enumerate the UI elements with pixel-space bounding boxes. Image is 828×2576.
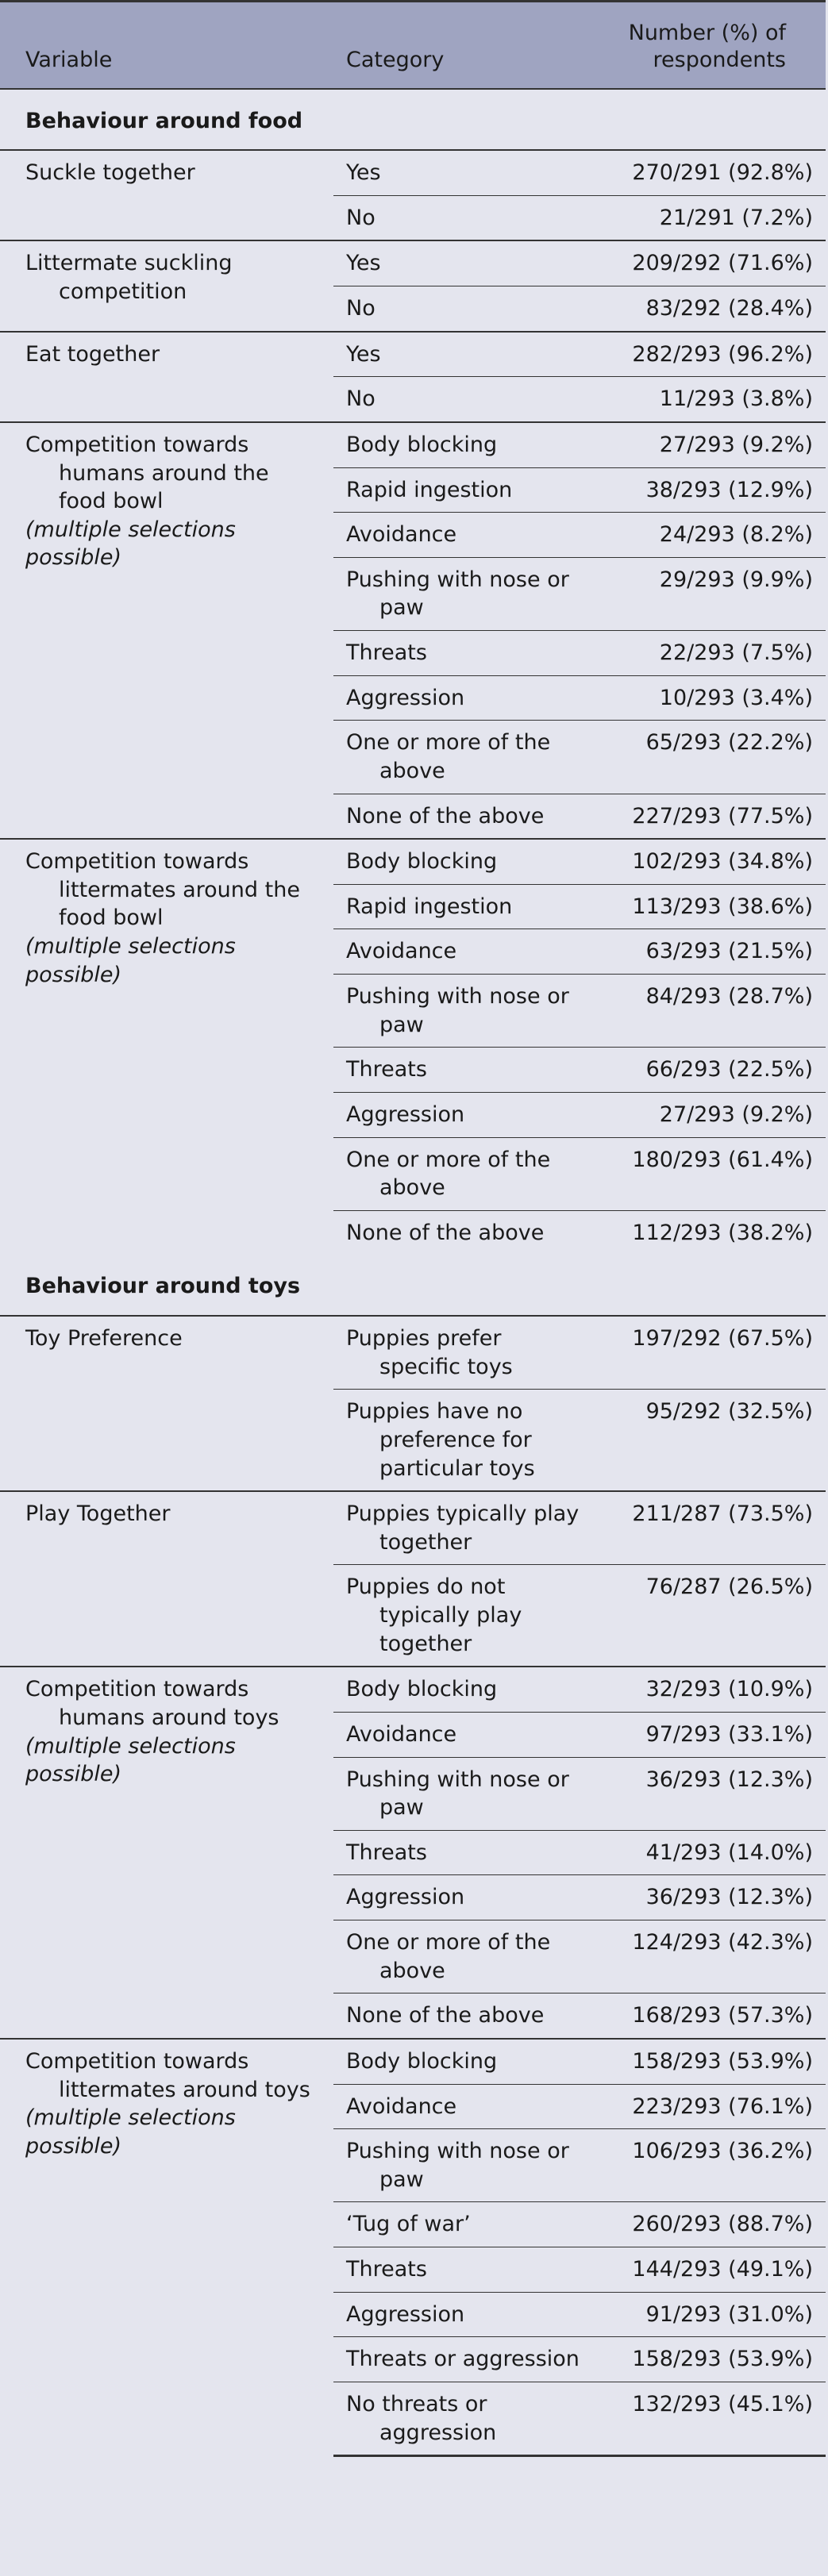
- variable-cell: [0, 1491, 333, 1667]
- category-cell: [333, 839, 595, 884]
- category-label: Body blocking: [346, 432, 498, 457]
- category-label: Threats: [346, 640, 427, 665]
- category-label: Body blocking: [346, 1677, 498, 1702]
- category-cell: [333, 2202, 595, 2247]
- section-row: [0, 89, 826, 151]
- category-cell: [333, 2129, 595, 2202]
- respondents-value: 76/287 (26.5%): [595, 1565, 826, 1667]
- category-label: Yes: [346, 341, 381, 367]
- respondents-value: 32/293 (10.9%): [595, 1667, 826, 1712]
- variable-cell: [0, 240, 333, 331]
- variable-label: Littermate suckling competition: [25, 251, 233, 304]
- table-row: [0, 1316, 826, 1390]
- respondents-value: 102/293 (34.8%): [595, 839, 826, 884]
- category-cell: [333, 1830, 595, 1875]
- category-cell: [333, 513, 595, 558]
- category-label: Threats: [346, 1840, 427, 1865]
- category-cell: [333, 1565, 595, 1667]
- respondents-value: 197/292 (67.5%): [632, 1326, 813, 1351]
- variable-note: (multiple selections possible): [25, 517, 236, 571]
- column-header-number-line1: Number (%) of: [628, 21, 786, 45]
- respondents-value: 66/293 (22.5%): [595, 1048, 826, 1093]
- category-cell: [333, 675, 595, 721]
- category-label: Aggression: [346, 685, 465, 710]
- category-label: Threats or aggression: [346, 2347, 580, 2372]
- section-title: Behaviour around food: [0, 89, 826, 151]
- table-row: [0, 240, 826, 286]
- table-row: [0, 332, 826, 377]
- category-label: Body blocking: [346, 2048, 498, 2074]
- respondents-value: 124/293 (42.3%): [595, 1920, 826, 1994]
- respondents-value: 91/293 (31.0%): [595, 2292, 826, 2337]
- category-cell: [333, 929, 595, 975]
- respondents-value: 11/293 (3.8%): [595, 377, 826, 422]
- variable-cell: [0, 2039, 333, 2456]
- respondents-value: 95/292 (32.5%): [595, 1390, 826, 1491]
- category-label: None of the above: [346, 803, 545, 829]
- category-cell: [333, 721, 595, 794]
- variable-label: Competition towards humans around the food bowl: [25, 432, 269, 514]
- category-label: Aggression: [346, 1102, 465, 1127]
- category-label: Yes: [346, 160, 381, 186]
- respondents-value: 27/293 (9.2%): [595, 1092, 826, 1137]
- variable-label: Toy Preference: [25, 1326, 183, 1351]
- respondents-value: 209/292 (71.6%): [595, 240, 826, 286]
- category-label: Puppies prefer specific toys: [346, 1326, 513, 1379]
- category-cell: [333, 975, 595, 1048]
- variable-cell: [0, 1667, 333, 2039]
- table-row: [0, 839, 826, 884]
- variable-note: (multiple selections possible): [25, 1733, 236, 1787]
- respondents-value: 168/293 (57.3%): [595, 1994, 826, 2039]
- category-label: Threats: [346, 2257, 427, 2282]
- category-cell: [333, 377, 595, 422]
- category-cell: [333, 884, 595, 929]
- category-cell: [333, 1491, 595, 1565]
- category-cell: [333, 2084, 595, 2129]
- category-label: No: [346, 296, 375, 321]
- category-label: ‘Tug of war’: [346, 2212, 471, 2237]
- category-cell: [333, 2039, 595, 2084]
- variable-cell: [0, 422, 333, 839]
- column-header-category: Category: [333, 2, 595, 89]
- category-label: Avoidance: [346, 2093, 457, 2119]
- respondents-value: 282/293 (96.2%): [595, 332, 826, 377]
- column-header-number-line2: respondents: [653, 47, 786, 72]
- category-cell: [333, 1875, 595, 1920]
- category-label: Pushing with nose or paw: [346, 2139, 569, 2192]
- category-cell: [333, 1092, 595, 1137]
- category-cell: [333, 240, 595, 286]
- category-label: One or more of the above: [346, 1147, 551, 1201]
- category-cell: [333, 2382, 595, 2455]
- respondents-value: 180/293 (61.4%): [595, 1137, 826, 1210]
- variable-label: Competition towards humans around toys: [25, 1677, 279, 1730]
- respondents-value: 41/293 (14.0%): [595, 1830, 826, 1875]
- variable-label: Competition towards littermates around the food bowl: [25, 849, 300, 931]
- respondents-value: 144/293 (49.1%): [595, 2247, 826, 2293]
- category-cell: [333, 1137, 595, 1210]
- category-cell: [333, 1210, 595, 1255]
- category-cell: [333, 2337, 595, 2382]
- column-header-variable: Variable: [0, 2, 333, 89]
- table-row: [0, 422, 826, 467]
- respondents-value: 27/293 (9.2%): [595, 422, 826, 467]
- category-label: Pushing with nose or paw: [346, 984, 569, 1037]
- category-cell: [333, 332, 595, 377]
- variable-label: Suckle together: [25, 160, 195, 186]
- variable-cell: [0, 1316, 333, 1491]
- respondents-value: 270/291 (92.8%): [632, 160, 813, 186]
- category-label: Puppies do not typically play together: [346, 1574, 522, 1656]
- category-cell: [333, 150, 595, 195]
- category-cell: [333, 467, 595, 513]
- respondents-value: 38/293 (12.9%): [595, 467, 826, 513]
- category-cell: [333, 286, 595, 332]
- respondents-value: 65/293 (22.2%): [595, 721, 826, 794]
- category-cell: [333, 1667, 595, 1712]
- category-label: Aggression: [346, 1885, 465, 1910]
- respondents-value: 29/293 (9.9%): [595, 557, 826, 630]
- respondents-value: 22/293 (7.5%): [595, 631, 826, 676]
- variable-label: Play Together: [25, 1501, 171, 1527]
- category-cell: [333, 557, 595, 630]
- respondents-value: 36/293 (12.3%): [595, 1875, 826, 1920]
- category-label: No threats or aggression: [346, 2391, 497, 2445]
- section-row: [0, 1255, 826, 1316]
- category-label: None of the above: [346, 2003, 545, 2028]
- variable-cell: [0, 839, 333, 1255]
- respondents-value: 24/293 (8.2%): [595, 513, 826, 558]
- category-cell: [333, 1316, 595, 1390]
- respondents-value: 227/293 (77.5%): [595, 794, 826, 839]
- category-label: One or more of the above: [346, 730, 551, 783]
- column-header-number: [595, 2, 826, 89]
- section-title: Behaviour around toys: [0, 1255, 826, 1316]
- respondents-value: 158/293 (53.9%): [595, 2039, 826, 2084]
- category-label: Puppies have no preference for particular toys: [346, 1399, 535, 1481]
- category-cell: [333, 794, 595, 839]
- category-label: One or more of the above: [346, 1930, 551, 1983]
- category-label: Threats: [346, 1057, 427, 1082]
- category-cell: [333, 1390, 595, 1491]
- table-row: [0, 1491, 826, 1565]
- table-row: [0, 150, 826, 195]
- table-row: [0, 1667, 826, 1712]
- respondents-value: 158/293 (53.9%): [595, 2337, 826, 2382]
- category-cell: [333, 2292, 595, 2337]
- category-label: Puppies typically play together: [346, 1501, 580, 1555]
- category-cell: [333, 2247, 595, 2293]
- category-cell: [333, 1048, 595, 1093]
- category-label: Pushing with nose or paw: [346, 567, 569, 621]
- category-label: No: [346, 205, 375, 230]
- respondents-value: 223/293 (76.1%): [595, 2084, 826, 2129]
- respondents-value: 84/293 (28.7%): [595, 975, 826, 1048]
- variable-label: Competition towards littermates around toys: [25, 2048, 310, 2102]
- respondents-value: 260/293 (88.7%): [595, 2202, 826, 2247]
- category-label: Pushing with nose or paw: [346, 1767, 569, 1821]
- category-label: Avoidance: [346, 939, 457, 964]
- table-header: [0, 2, 826, 89]
- respondents-value: 97/293 (33.1%): [595, 1712, 826, 1757]
- respondents-value: 21/291 (7.2%): [595, 195, 826, 240]
- respondents-value: 211/287 (73.5%): [595, 1491, 826, 1565]
- respondents-value: 112/293 (38.2%): [595, 1210, 826, 1255]
- respondents-value: 63/293 (21.5%): [595, 929, 826, 975]
- table-body: [0, 89, 826, 2456]
- category-cell: [333, 422, 595, 467]
- category-label: Yes: [346, 251, 381, 276]
- respondents-value: 36/293 (12.3%): [595, 1757, 826, 1830]
- category-label: Aggression: [346, 2301, 465, 2327]
- category-cell: [333, 1920, 595, 1994]
- category-label: Avoidance: [346, 522, 457, 548]
- category-cell: [333, 195, 595, 240]
- category-cell: [333, 1994, 595, 2039]
- variable-cell: [0, 332, 333, 422]
- variable-label: Eat together: [25, 341, 160, 367]
- respondents-value: 10/293 (3.4%): [595, 675, 826, 721]
- category-label: Rapid ingestion: [346, 477, 513, 502]
- table-row: [0, 2039, 826, 2084]
- respondents-value: 83/292 (28.4%): [595, 286, 826, 332]
- category-label: Rapid ingestion: [346, 894, 513, 919]
- category-label: Body blocking: [346, 849, 498, 875]
- variable-note: (multiple selections possible): [25, 2105, 236, 2159]
- respondents-value: 106/293 (36.2%): [595, 2129, 826, 2202]
- category-cell: [333, 631, 595, 676]
- category-cell: [333, 1757, 595, 1830]
- category-label: Avoidance: [346, 1721, 457, 1747]
- category-cell: [333, 1712, 595, 1757]
- category-label: None of the above: [346, 1220, 545, 1245]
- variable-note: (multiple selections possible): [25, 934, 236, 987]
- respondents-value: 132/293 (45.1%): [595, 2382, 826, 2455]
- variable-cell: [0, 150, 333, 240]
- respondents-value: 113/293 (38.6%): [595, 884, 826, 929]
- category-label: No: [346, 386, 375, 412]
